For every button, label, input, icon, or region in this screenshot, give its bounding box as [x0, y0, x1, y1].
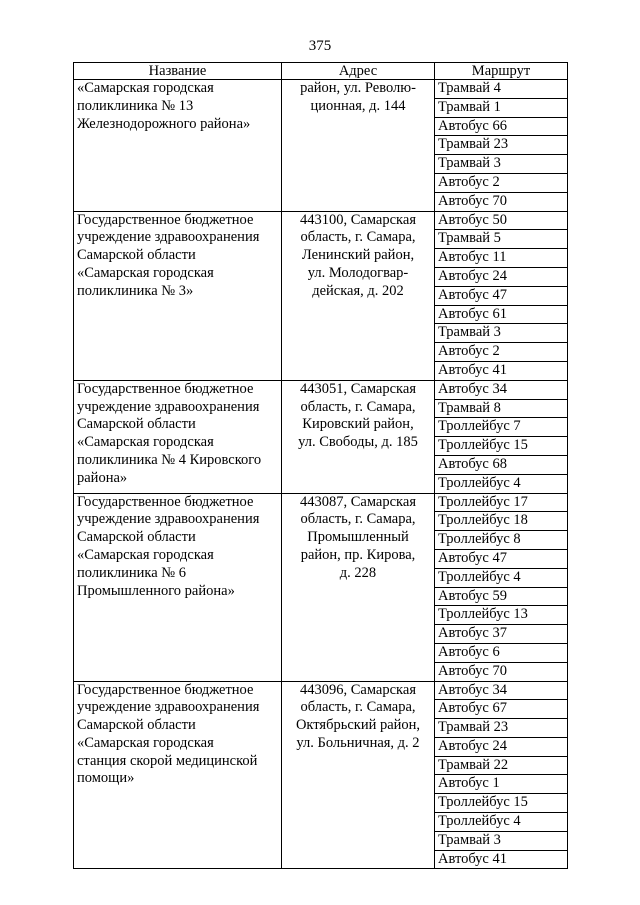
header-route: Маршрут [435, 63, 568, 80]
route-cell: Автобус 66 [435, 117, 568, 136]
table-row [74, 80, 568, 99]
route-cell: Автобус 11 [435, 249, 568, 268]
table-row [74, 211, 568, 230]
route-cell: Автобус 37 [435, 625, 568, 644]
route-cell: Троллейбус 8 [435, 531, 568, 550]
institution-address: район, ул. Револю- ционная, д. 144 [282, 80, 435, 212]
route-cell: Автобус 2 [435, 343, 568, 362]
route-cell: Автобус 24 [435, 267, 568, 286]
route-cell: Автобус 34 [435, 380, 568, 399]
page-number: 375 [308, 38, 332, 54]
route-cell: Троллейбус 13 [435, 606, 568, 625]
route-cell: Трамвай 4 [435, 80, 568, 99]
route-cell: Троллейбус 7 [435, 418, 568, 437]
route-cell: Автобус 67 [435, 700, 568, 719]
route-cell: Трамвай 3 [435, 324, 568, 343]
route-cell: Автобус 41 [435, 361, 568, 380]
route-cell: Автобус 59 [435, 587, 568, 606]
routes-table [73, 62, 568, 869]
institution-address: 443096, Самарская область, г. Самара, Октябрьский район, ул. Больничная, д. 2 [282, 681, 435, 869]
table-body [74, 80, 568, 869]
institution-name: Государственное бюджетное учреждение здравоохранения Самарской области «Самарская городская станция скорой медицинской помощи» [74, 681, 282, 869]
route-cell: Автобус 6 [435, 643, 568, 662]
route-cell: Трамвай 3 [435, 155, 568, 174]
institution-address: 443100, Самарская область, г. Самара, Ленинский район, ул. Молодогвар- дейская, д. 202 [282, 211, 435, 380]
institution-address: 443087, Самарская область, г. Самара, Промышленный район, пр. Кирова, д. 228 [282, 493, 435, 681]
route-cell: Троллейбус 4 [435, 568, 568, 587]
institution-name: Государственное бюджетное учреждение здравоохранения Самарской области «Самарская городская поликлиника № 4 Кировского района» [74, 380, 282, 493]
table-header [74, 63, 568, 80]
header-address: Адрес [282, 63, 435, 80]
route-cell: Автобус 2 [435, 173, 568, 192]
route-cell: Автобус 70 [435, 192, 568, 211]
route-cell: Автобус 34 [435, 681, 568, 700]
header-row [74, 63, 568, 80]
route-cell: Трамвай 5 [435, 230, 568, 249]
institution-name: Государственное бюджетное учреждение здравоохранения Самарской области «Самарская городская поликлиника № 6 Промышленного района» [74, 493, 282, 681]
route-cell: Трамвай 22 [435, 756, 568, 775]
route-cell: Автобус 68 [435, 455, 568, 474]
route-cell: Трамвай 3 [435, 831, 568, 850]
route-cell: Троллейбус 4 [435, 813, 568, 832]
route-cell: Трамвай 23 [435, 136, 568, 155]
route-cell: Автобус 70 [435, 662, 568, 681]
route-cell: Трамвай 8 [435, 399, 568, 418]
route-cell: Автобус 1 [435, 775, 568, 794]
table-row [74, 681, 568, 700]
route-cell: Автобус 50 [435, 211, 568, 230]
route-cell: Трамвай 1 [435, 98, 568, 117]
institution-name: «Самарская городская поликлиника № 13 Железнодорожного района» [74, 80, 282, 212]
route-cell: Троллейбус 15 [435, 437, 568, 456]
table-row [74, 380, 568, 399]
route-cell: Троллейбус 15 [435, 794, 568, 813]
route-cell: Троллейбус 17 [435, 493, 568, 512]
route-cell: Автобус 41 [435, 850, 568, 869]
route-cell: Автобус 61 [435, 305, 568, 324]
table-row [74, 493, 568, 512]
institution-address: 443051, Самарская область, г. Самара, Кировский район, ул. Свободы, д. 185 [282, 380, 435, 493]
route-cell: Трамвай 23 [435, 719, 568, 738]
route-cell: Автобус 24 [435, 737, 568, 756]
institution-name: Государственное бюджетное учреждение здравоохранения Самарской области «Самарская городская поликлиника № 3» [74, 211, 282, 380]
route-cell: Троллейбус 18 [435, 512, 568, 531]
route-cell: Автобус 47 [435, 549, 568, 568]
route-cell: Троллейбус 4 [435, 474, 568, 493]
header-name: Название [74, 63, 282, 80]
route-cell: Автобус 47 [435, 286, 568, 305]
